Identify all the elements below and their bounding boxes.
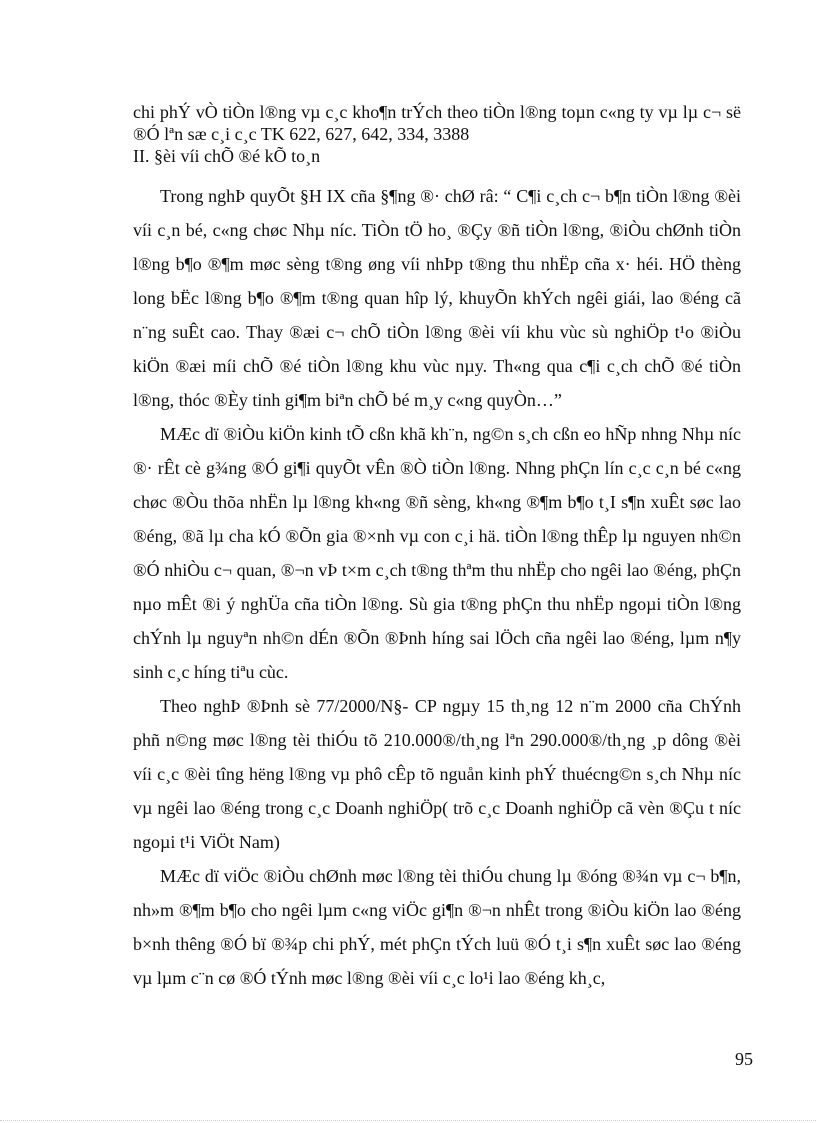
body-text xyxy=(133,101,741,995)
paragraph: MÆc dï ®iÒu kiÖn kinh tÕ cßn khã kh¨n, ng©n s¸ch cßn eo hÑp nhng Nhµ níc ®· rÊt cè g¾ng ®Ó gi¶i quyÕt vÊn ®Ò tiÒn l®ng. Nhng phÇn lín c¸c c¸n bé c«ng chøc ®Òu thõa nhËn lµ l®ng kh«ng ®ñ sèng, kh«ng ®¶m b¶o t¸I s¶n xuÊt søc lao ®éng, ®ã lµ cha kÓ ®Õn gia ®×nh vµ con c¸i hä. tiÒn l®ng thÊp lµ nguyen nh©n ®Ó nhiÒu c¬ quan, ®¬n vÞ t×m c¸ch t®ng thªm thu nhËp cho ngêi lao ®éng, phÇn nµo mÊt ®i ý nghÜa cña tiÒn l®ng. Sù gia t®ng phÇn thu nhËp ngoµi tiÒn l®ng chÝnh lµ nguyªn nh©n dÉn ®Õn ®Þnh híng sai lÖch cña ngêi lao ®éng, lµm n¶y sinh c¸c híng tiªu cùc. xyxy=(133,424,741,682)
paragraph: Theo nghÞ ®Þnh sè 77/2000/N§- CP ngµy 15 th¸ng 12 n¨m 2000 cña ChÝnh phñ n©ng møc l®ng tèi thiÓu tõ 210.000®/th¸ng lªn 290.000®/th¸ng ¸p dông ®èi víi c¸c ®èi tîng hëng l®ng vµ phô cÊp tõ nguån kinh phÝ thuécng©n s¸ch Nhµ níc vµ ngêi lao ®éng trong c¸c Doanh nghiÖp( trõ c¸c Doanh nghiÖp cã vèn ®Çu t níc ngoµi t¹i ViÖt Nam) xyxy=(133,696,741,852)
page-number: 95 xyxy=(735,1049,753,1069)
paragraph: Trong nghÞ quyÕt §H IX cña §¶ng ®· chØ râ: “ C¶i c¸ch c¬ b¶n tiÒn l®ng ®èi víi c¸n bé, c«ng chøc Nhµ níc. TiÒn tÖ ho¸ ®Çy ®ñ tiÒn l®ng, ®iÒu chØnh tiÒn l®ng b¶o ®¶m møc sèng t®ng øng víi nhÞp t®ng thu nhËp cña x· héi. HÖ thèng long bËc l®ng b¶o ®¶m t®ng quan hîp lý, khuyÕn khÝch ngêi giái, lao ®éng cã n¨ng suÊt cao. Thay ®æi c¬ chÕ tiÒn l®ng ®èi víi khu vùc sù nghiÖp t¹o ®iÒu kiÖn ®æi míi chÕ ®é tiÒn l®ng khu vùc nµy. Th«ng qua c¶i c¸ch chÕ ®é tiÒn l®ng, thóc ®Èy tinh gi¶m biªn chÕ bé m¸y c«ng quyÒn…” xyxy=(133,186,741,410)
paragraph: MÆc dï viÖc ®iÒu chØnh møc l®ng tèi thiÓu chung lµ ®óng ®¾n vµ c¬ b¶n, nh»m ®¶m b¶o cho ngêi lµm c«ng viÖc gi¶n ®¬n nhÊt trong ®iÒu kiÖn lao ®éng b×nh thêng ®Ó bï ®¾p chi phÝ, mét phÇn tÝch luü ®Ó t¸i s¶n xuÊt søc lao ®éng vµ lµm c¨n cø ®Ó tÝnh møc l®ng ®èi víi c¸c lo¹i lao ®éng kh¸c, xyxy=(133,866,741,988)
bottom-divider xyxy=(0,1120,816,1121)
paragraph-continuation: chi phÝ vÒ tiÒn l®ng vµ c¸c kho¶n trÝch theo tiÒn l®ng toµn c«ng ty vµ lµ c¬ së ®Ó lªn sæ c¸i c¸c TK 622, 627, 642, 334, 3388 xyxy=(133,102,741,144)
section-heading: II. §èi víi chÕ ®é kÕ to¸n xyxy=(133,146,321,166)
